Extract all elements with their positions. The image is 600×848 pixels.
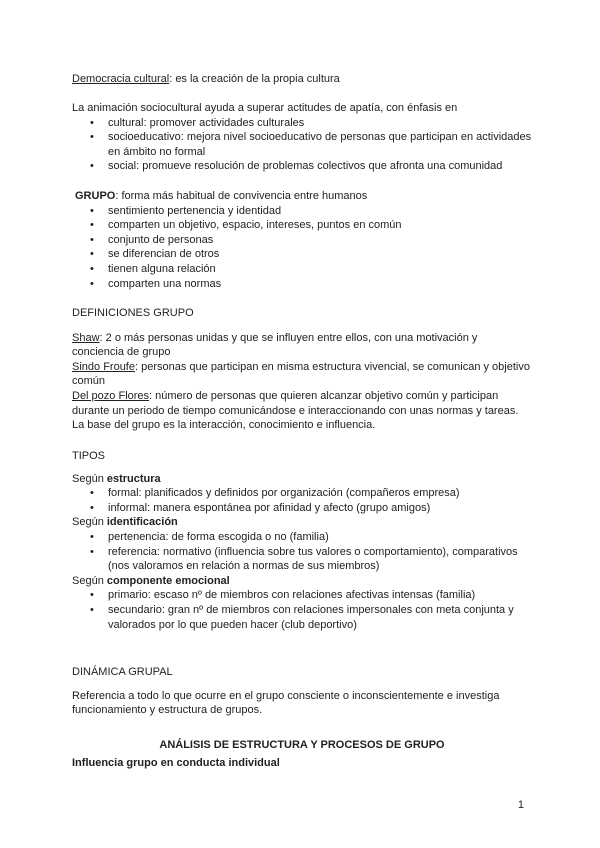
tipo-criterion-name: estructura bbox=[106, 472, 161, 485]
analisis-subtitle: Influencia grupo en conducta individual bbox=[72, 756, 280, 769]
list-item: • tienen alguna relación bbox=[72, 262, 535, 277]
list-item: • social: promueve resolución de problemas colectivos que afronta una comunidad bbox=[72, 159, 532, 174]
list-item: • informal: manera espontánea por afinidad y afecto (grupo amigos) bbox=[72, 501, 532, 516]
list-item: • comparten una normas bbox=[72, 277, 535, 292]
grupo-list bbox=[72, 204, 535, 292]
list-item: • primario: escaso nº de miembros con relaciones afectivas intensas (familia) bbox=[72, 588, 532, 603]
definition-entry bbox=[72, 389, 532, 433]
tipo-criterion bbox=[72, 574, 532, 589]
definition-author: Sindo Froufe bbox=[72, 360, 135, 373]
dinamica-text: Referencia a todo lo que ocurre en el grupo consciente o inconscientemente e investiga funcionamiento y estructura de grupos. bbox=[72, 689, 500, 717]
definition-entry bbox=[72, 331, 532, 360]
list-item: • cultural: promover actividades culturales bbox=[72, 116, 532, 131]
grupo-definition: : forma más habitual de convivencia entre humanos bbox=[115, 190, 368, 202]
list-item: • comparten un objetivo, espacio, intereses, puntos en común bbox=[72, 218, 535, 233]
democracia-section bbox=[72, 72, 532, 87]
tipo-list bbox=[72, 530, 532, 574]
animacion-section bbox=[72, 101, 532, 174]
dinamica-heading: DINÁMICA GRUPAL bbox=[72, 666, 173, 678]
definition-author: Del pozo Flores bbox=[72, 389, 150, 402]
definition-entry bbox=[72, 360, 532, 389]
list-item: • pertenencia: de forma escogida o no (familia) bbox=[72, 530, 532, 545]
definition-author: Shaw bbox=[72, 331, 100, 344]
analisis-section bbox=[72, 738, 532, 770]
tipo-list bbox=[72, 588, 532, 632]
grupo-section bbox=[75, 189, 535, 291]
animacion-intro: La animación sociocultural ayuda a superar actitudes de apatía, con énfasis en bbox=[72, 102, 458, 114]
list-item: • secundario: gran nº de miembros con relaciones impersonales con meta conjunta y valorados por lo que pueden hacer (club deportivo) bbox=[72, 603, 532, 632]
democracia-term: Democracia cultural bbox=[72, 73, 170, 85]
tipo-list bbox=[72, 486, 532, 515]
tipo-criterion-name: identificación bbox=[106, 516, 178, 529]
definiciones-heading: DEFINICIONES GRUPO bbox=[72, 307, 194, 319]
list-item: • sentimiento pertenencia y identidad bbox=[72, 204, 535, 219]
page-number: 1 bbox=[517, 799, 524, 811]
tipo-criterion-name: componente emocional bbox=[106, 574, 230, 587]
definition-text: : 2 o más personas unidas y que se influyen entre ellos, con una motivación y conciencia de grupo bbox=[72, 331, 478, 359]
list-item: • socioeducativo: mejora nivel socioeducativo de personas que participan en actividades en ámbito no formal bbox=[72, 130, 532, 159]
grupo-line bbox=[75, 189, 535, 204]
definition-text: : personas que participan en misma estructura vivencial, se comunican y objetivo común bbox=[72, 360, 530, 388]
list-item: • se diferencian de otros bbox=[72, 247, 535, 262]
grupo-term: GRUPO bbox=[75, 190, 116, 202]
analisis-title: ANÁLISIS DE ESTRUCTURA Y PROCESOS DE GRUPO bbox=[159, 739, 445, 751]
list-item: • formal: planificados y definidos por organización (compañeros empresa) bbox=[72, 486, 532, 501]
tipo-prefix: Según bbox=[72, 516, 107, 529]
tipo-criterion bbox=[72, 515, 532, 530]
definiciones-section bbox=[72, 306, 532, 433]
democracia-definition: : es la creación de la propia cultura bbox=[169, 73, 340, 85]
tipo-prefix: Según bbox=[72, 472, 107, 485]
tipo-criterion bbox=[72, 472, 532, 487]
definition-text: : número de personas que quieren alcanzar objetivo común y participan durante un periodo de tiempo comunicándose e interaccionando con unas normas y tareas. La base del grupo es la interacción, conocimiento e influencia. bbox=[72, 389, 519, 432]
list-item: • conjunto de personas bbox=[72, 233, 535, 248]
animacion-list bbox=[72, 116, 532, 174]
dinamica-section bbox=[72, 665, 532, 718]
democracia-line bbox=[72, 72, 532, 87]
tipos-heading: TIPOS bbox=[72, 450, 106, 462]
tipos-section bbox=[72, 449, 532, 632]
tipo-prefix: Según bbox=[72, 574, 107, 587]
list-item: • referencia: normativo (influencia sobre tus valores o comportamiento), comparativos (nos valoramos en relación a normas de sus miembros) bbox=[72, 545, 532, 574]
